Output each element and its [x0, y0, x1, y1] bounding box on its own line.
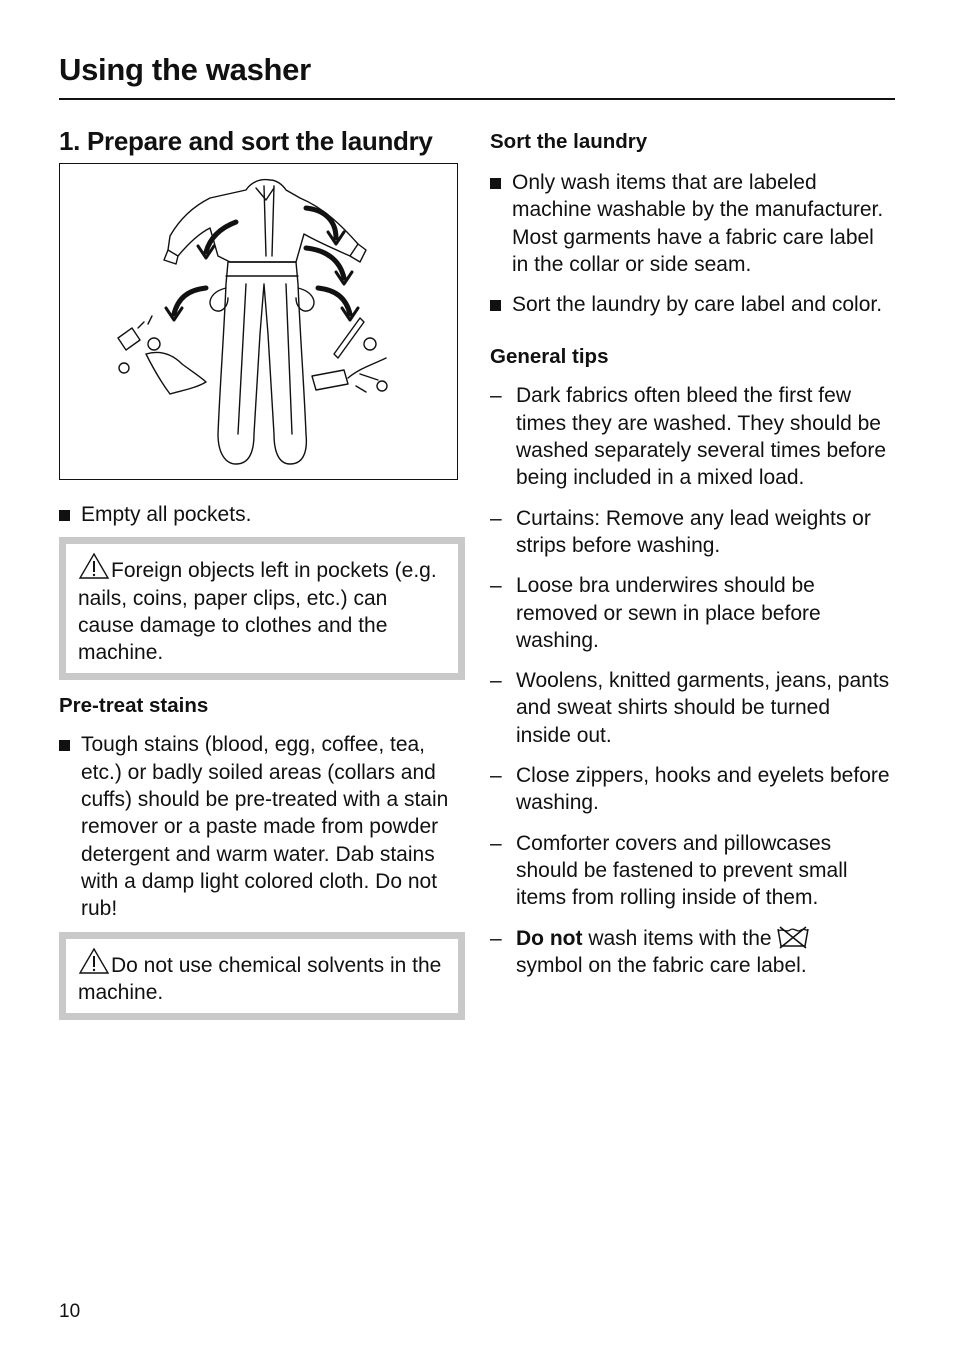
tip-item: [490, 572, 890, 654]
do-not-wash-symbol-icon: [776, 925, 810, 949]
dash-mark: –: [490, 831, 502, 855]
solvents-warning-box: [59, 932, 465, 1021]
tip-item-do-not-wash: [490, 925, 890, 980]
tip-text: Woolens, knitted garments, jeans, pants and sweat shirts should be turned inside out.: [516, 669, 890, 747]
tip-text: Dark fabrics often bleed the first few times they are washed. They should be washed separately several times before being included in a mixed load.: [516, 384, 887, 490]
warning-triangle-icon: [78, 947, 110, 975]
tip-text: Comforter covers and pillowcases should be fastened to prevent small items from rolling inside of them.: [516, 831, 848, 910]
empty-pockets-text: Empty all pockets.: [81, 503, 252, 526]
dash-mark: –: [490, 384, 502, 408]
pockets-warning-text: Foreign objects left in pockets (e.g. nails, coins, paper clips, etc.) can cause damage to clothes and the machine.: [78, 559, 437, 665]
right-column: [490, 128, 890, 979]
pretreat-title: Pre-treat stains: [59, 694, 209, 718]
page-number: 10: [59, 1301, 81, 1322]
emptying-pockets-drawing: [60, 164, 457, 479]
dash-mark: –: [490, 506, 502, 530]
left-column: [59, 124, 465, 1020]
title-rule: [59, 98, 895, 100]
tip-item: [490, 762, 890, 817]
do-not-text: Do not: [516, 926, 583, 950]
dash-mark: –: [490, 764, 502, 788]
pretreat-bullet: [59, 731, 465, 922]
dash-mark: –: [490, 669, 502, 693]
warning-triangle-icon: [78, 552, 110, 580]
page-title: Using the washer: [59, 52, 311, 87]
tip-item: [490, 830, 890, 912]
sort-bullet-text: Only wash items that are labeled machine washable by the manufacturer. Most garments have a fabric care label in the collar or side seam.: [512, 171, 884, 276]
sort-title: Sort the laundry: [490, 130, 648, 153]
section-title: 1. Prepare and sort the laundry: [59, 126, 433, 156]
solvents-warning-text: Do not use chemical solvents in the machine.: [78, 953, 442, 1004]
tip-item: [490, 505, 890, 560]
laundry-illustration: [59, 163, 458, 480]
pockets-warning-box: [59, 537, 465, 680]
empty-pockets-bullet: [59, 501, 465, 528]
tip-text: Close zippers, hooks and eyelets before washing.: [516, 764, 890, 815]
tip-text: symbol on the fabric care label.: [516, 953, 807, 977]
dash-mark: –: [490, 926, 502, 950]
sort-bullet: [490, 169, 890, 278]
tip-text: Curtains: Remove any lead weights or strips before washing.: [516, 506, 871, 557]
sort-bullet-text: Sort the laundry by care label and color.: [512, 293, 883, 317]
pretreat-text: Tough stains (blood, egg, coffee, tea, etc.) or badly soiled areas (collars and cuffs) should be pre-treated with a stain remover or a paste made from powder detergent and warm water. Dab stains with a damp light colored cloth. Do not rub!: [81, 733, 449, 921]
tip-text: Loose bra underwires should be removed or sewn in place before washing.: [516, 574, 821, 652]
tips-title: General tips: [490, 345, 609, 369]
tip-item: [490, 382, 890, 491]
dash-mark: –: [490, 574, 502, 598]
tip-item: [490, 667, 890, 749]
sort-bullet: [490, 291, 890, 318]
tip-text: wash items with the: [582, 926, 772, 950]
